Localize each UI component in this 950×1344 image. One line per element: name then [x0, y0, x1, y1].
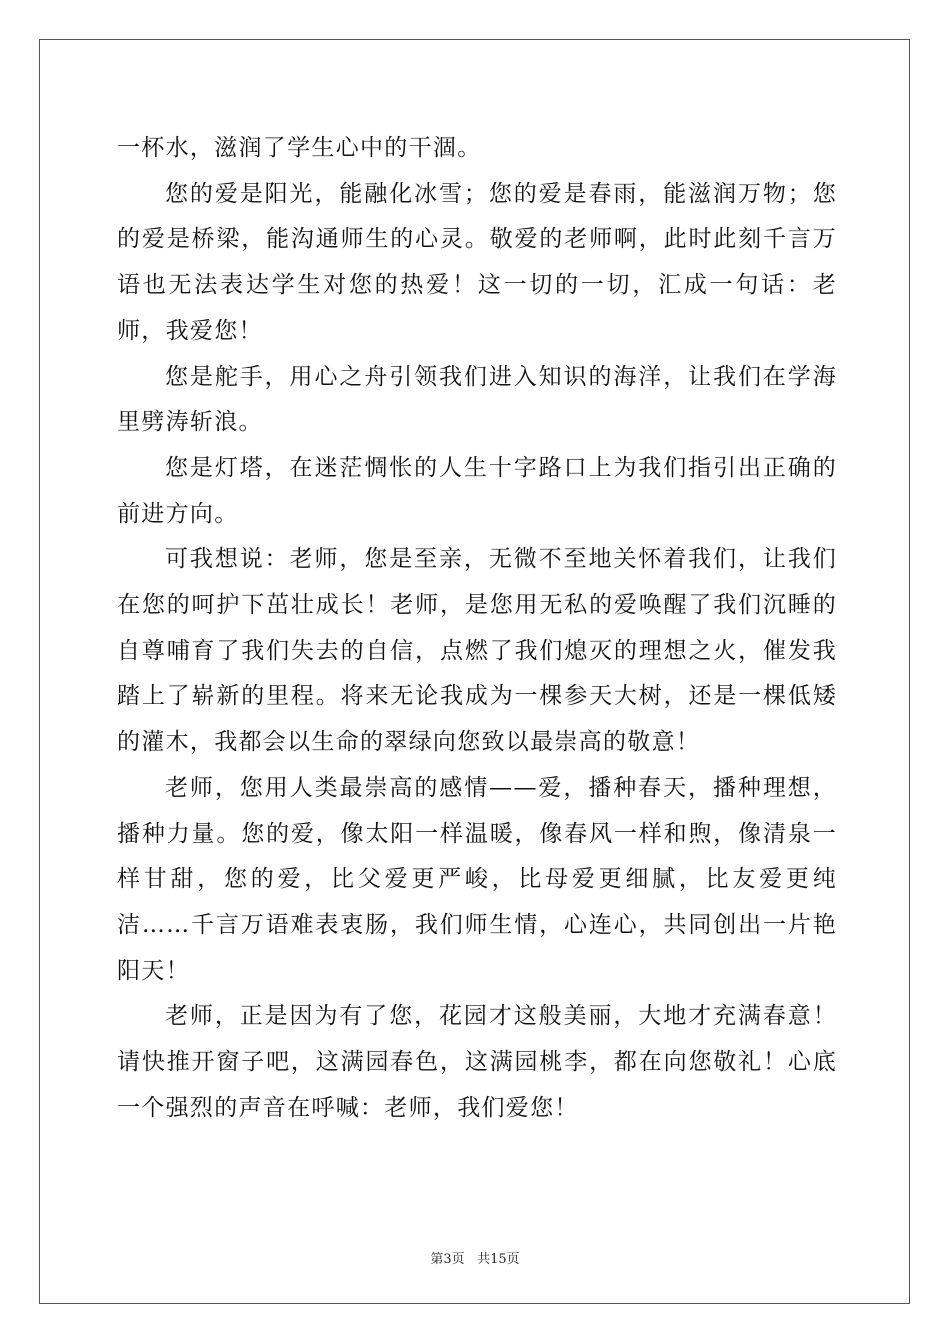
paragraph: 您是灯塔，在迷茫惆怅的人生十字路口上为我们指引出正确的前进方向。	[117, 454, 837, 527]
paragraph: 老师，正是因为有了您，花园才这般美丽，大地才充满春意！请快推开窗子吧，这满园春色，这满园桃李，都在向您敬礼！心底一个强烈的声音在呼喊：老师，我们爱您！	[117, 1003, 837, 1121]
paragraph: 可我想说：老师，您是至亲，无微不至地关怀着我们，让我们在您的呵护下茁壮成长！老师，是您用无私的爱唤醒了我们沉睡的自尊哺育了我们失去的自信，点燃了我们熄灭的理想之火，催发我踏上了崭新的里程。将来无论我成为一棵参天大树，还是一棵低矮的灌木，我都会以生命的翠绿向您致以最崇高的敬意！	[117, 546, 837, 756]
page-footer	[0, 1248, 950, 1267]
paragraph: 老师，您用人类最崇高的感情——爱，播种春天，播种理想，播种力量。您的爱，像太阳一样温暖，像春风一样和煦，像清泉一样甘甜，您的爱，比父爱更严峻，比母爱更细腻，比友爱更纯洁……千言万语难表衷肠，我们师生情，心连心，共同创出一片艳阳天！	[117, 774, 837, 984]
paragraph: 您是舵手，用心之舟引领我们进入知识的海洋，让我们在学海里劈涛斩浪。	[117, 363, 837, 436]
page-number: 第3页	[430, 1252, 465, 1267]
document-body	[117, 126, 837, 1131]
paragraph: 一杯水，滋润了学生心中的干涸。	[117, 135, 482, 161]
paragraph: 您的爱是阳光，能融化冰雪；您的爱是春雨，能滋润万物；您的爱是桥梁，能沟通师生的心灵。敬爱的老师啊，此时此刻千言万语也无法表达学生对您的热爱！这一切的一切，汇成一句话：老师，我爱您！	[117, 180, 837, 344]
page-total: 共15页	[477, 1252, 520, 1267]
